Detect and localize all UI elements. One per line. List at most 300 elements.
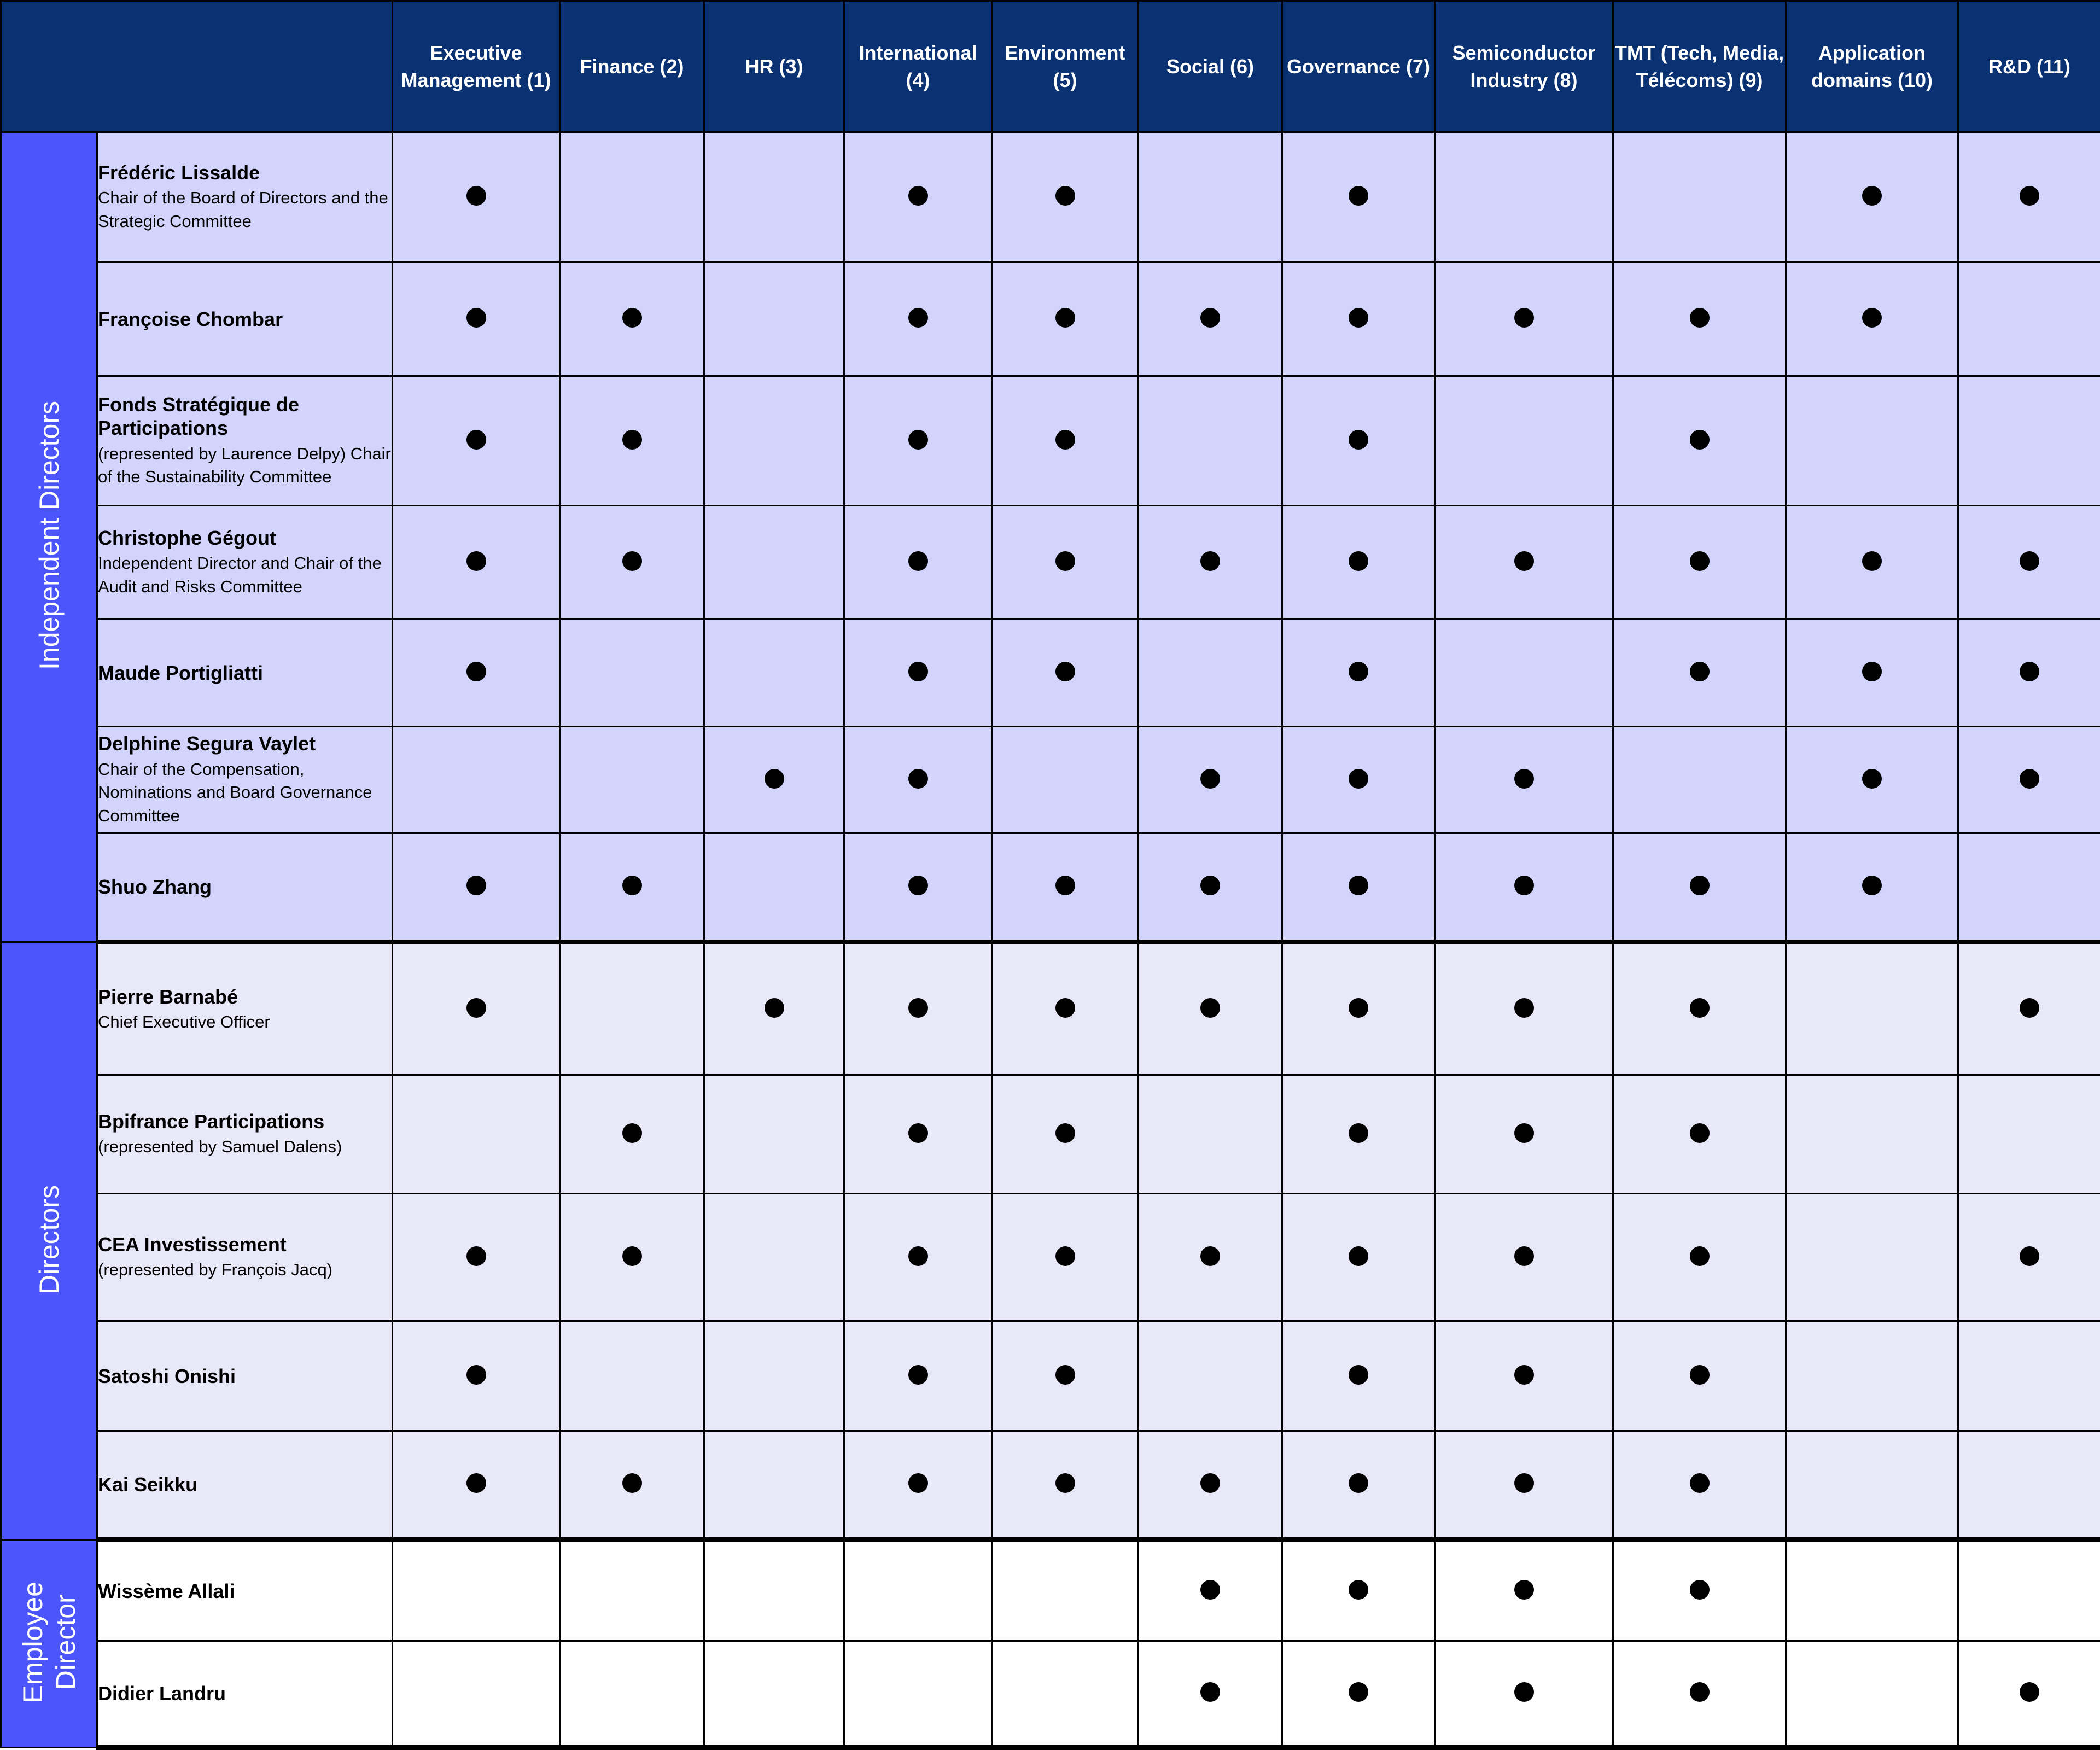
skill-cell — [1613, 376, 1786, 506]
skill-cell — [560, 1075, 704, 1194]
director-row — [1, 1075, 2100, 1194]
skill-cell — [1786, 1540, 1958, 1641]
skill-dot-icon — [765, 998, 784, 1018]
skill-dot-icon — [1200, 769, 1220, 789]
skill-dot-icon — [1349, 998, 1368, 1018]
skill-cell — [1958, 1641, 2100, 1747]
skill-cell — [1282, 1075, 1435, 1194]
skill-dot-icon — [1200, 876, 1220, 895]
skill-cell — [844, 1431, 992, 1540]
skill-cell — [560, 942, 704, 1075]
skill-cell — [992, 376, 1139, 506]
skill-cell — [1958, 262, 2100, 376]
skill-cell — [704, 1321, 844, 1431]
skill-dot-icon — [1200, 998, 1220, 1018]
director-description: Chair of the Compensation, Nominations and Board Governance Committee — [98, 759, 372, 826]
skill-dot-icon — [1200, 1246, 1220, 1266]
skill-cell — [844, 1540, 992, 1641]
skill-cell — [1786, 727, 1958, 833]
skill-dot-icon — [622, 1123, 642, 1143]
skill-cell — [560, 1194, 704, 1321]
column-header: Social (6) — [1139, 1, 1282, 132]
skill-cell — [1786, 1641, 1958, 1747]
skill-cell — [393, 727, 560, 833]
skill-dot-icon — [1514, 998, 1534, 1018]
column-header: R&D (11) — [1958, 1, 2100, 132]
director-description: (represented by Samuel Dalens) — [98, 1137, 342, 1157]
column-header: Environment (5) — [992, 1, 1139, 132]
director-row — [1, 132, 2100, 262]
column-header: Executive Management (1) — [393, 1, 560, 132]
skill-dot-icon — [1690, 308, 1710, 328]
skill-cell — [1139, 1194, 1282, 1321]
director-name: Shuo Zhang — [98, 875, 212, 898]
director-name: Kai Seikku — [98, 1473, 198, 1496]
skill-cell — [1282, 1540, 1435, 1641]
skill-cell — [992, 1194, 1139, 1321]
skill-cell — [1613, 1075, 1786, 1194]
director-description: (represented by Laurence Delpy) Chair of the Sustainability Committee — [98, 444, 391, 487]
skill-dot-icon — [466, 308, 486, 328]
skill-cell — [992, 942, 1139, 1075]
skill-dot-icon — [1055, 1246, 1075, 1266]
skill-cell — [844, 132, 992, 262]
skill-dot-icon — [1862, 876, 1882, 895]
director-row — [1, 1431, 2100, 1540]
group-label-text — [16, 1582, 82, 1703]
skill-dot-icon — [1055, 186, 1075, 206]
skill-dot-icon — [1514, 876, 1534, 895]
skill-cell — [1282, 376, 1435, 506]
skill-dot-icon — [1349, 186, 1368, 206]
director-name-cell — [97, 132, 393, 262]
skill-dot-icon — [1514, 1123, 1534, 1143]
skill-dot-icon — [908, 186, 928, 206]
skill-dot-icon — [1862, 769, 1882, 789]
skill-cell — [1786, 1321, 1958, 1431]
skill-dot-icon — [2020, 1246, 2039, 1266]
skill-cell — [560, 262, 704, 376]
skill-cell — [1786, 942, 1958, 1075]
skill-cell — [992, 1075, 1139, 1194]
skill-dot-icon — [1200, 1580, 1220, 1600]
skill-cell — [1435, 1540, 1613, 1641]
group-label-text — [33, 1185, 66, 1294]
skill-cell — [844, 506, 992, 619]
skill-dot-icon — [1200, 1473, 1220, 1493]
director-name: Satoshi Onishi — [98, 1364, 236, 1387]
director-name-cell — [97, 1075, 393, 1194]
skill-cell — [393, 1194, 560, 1321]
skill-cell — [1139, 132, 1282, 262]
skill-cell — [1282, 132, 1435, 262]
group-label-directors — [1, 942, 97, 1539]
skill-dot-icon — [1862, 551, 1882, 571]
skill-cell — [393, 262, 560, 376]
skill-cell — [393, 1321, 560, 1431]
skill-dot-icon — [1690, 1365, 1710, 1385]
skill-dot-icon — [622, 430, 642, 450]
skill-dot-icon — [908, 1473, 928, 1493]
director-name-cell — [97, 942, 393, 1075]
skill-dot-icon — [1514, 308, 1534, 328]
skill-cell — [1435, 506, 1613, 619]
skill-dot-icon — [1349, 308, 1368, 328]
skill-cell — [1958, 942, 2100, 1075]
skill-cell — [1435, 1641, 1613, 1747]
skill-cell — [1282, 506, 1435, 619]
skill-dot-icon — [466, 1365, 486, 1385]
header-corner — [1, 1, 393, 132]
skill-cell — [1139, 1641, 1282, 1747]
column-header: Semiconductor Industry (8) — [1435, 1, 1613, 132]
group-label-line: Director — [50, 1594, 81, 1690]
skill-cell — [844, 833, 992, 942]
skill-cell — [844, 262, 992, 376]
skill-cell — [1282, 727, 1435, 833]
director-name: CEA Investissement — [98, 1233, 287, 1256]
skill-cell — [704, 1641, 844, 1747]
skill-cell — [1786, 1075, 1958, 1194]
skill-cell — [704, 1075, 844, 1194]
skill-cell — [1613, 1321, 1786, 1431]
group-label-text — [33, 401, 66, 670]
skill-cell — [393, 1540, 560, 1641]
skill-cell — [1435, 1194, 1613, 1321]
director-description: Chief Executive Officer — [98, 1012, 270, 1031]
skill-cell — [1139, 1075, 1282, 1194]
group-label-employee — [1, 1540, 97, 1748]
skill-dot-icon — [908, 1246, 928, 1266]
skill-dot-icon — [1055, 1473, 1075, 1493]
skill-dot-icon — [466, 186, 486, 206]
skill-dot-icon — [622, 1473, 642, 1493]
skill-cell — [1613, 1540, 1786, 1641]
skill-cell — [1139, 833, 1282, 942]
skill-cell — [1786, 833, 1958, 942]
director-description: Chair of the Board of Directors and the Strategic Committee — [98, 188, 388, 231]
skill-dot-icon — [466, 662, 486, 681]
skill-dot-icon — [1514, 1365, 1534, 1385]
group-label-line: Independent Directors — [33, 401, 65, 670]
skill-dot-icon — [1055, 1123, 1075, 1143]
skill-dot-icon — [622, 551, 642, 571]
skill-cell — [844, 1321, 992, 1431]
director-name-cell — [97, 619, 393, 727]
director-row — [1, 1540, 2100, 1641]
director-name-cell — [97, 262, 393, 376]
director-description: Independent Director and Chair of the Audit and Risks Committee — [98, 553, 382, 596]
skill-cell — [1435, 619, 1613, 727]
skill-cell — [1958, 506, 2100, 619]
skill-cell — [560, 506, 704, 619]
skill-cell — [1282, 833, 1435, 942]
skill-cell — [1139, 262, 1282, 376]
skill-dot-icon — [466, 876, 486, 895]
skill-cell — [1958, 1540, 2100, 1641]
director-name: Pierre Barnabé — [98, 985, 238, 1008]
director-name: Christophe Gégout — [98, 526, 276, 549]
skill-dot-icon — [1200, 308, 1220, 328]
skill-cell — [1139, 1540, 1282, 1641]
skill-cell — [1613, 262, 1786, 376]
skill-dot-icon — [1690, 1682, 1710, 1702]
skill-cell — [393, 1431, 560, 1540]
skill-cell — [704, 727, 844, 833]
skill-cell — [844, 1075, 992, 1194]
skill-cell — [1786, 1194, 1958, 1321]
skill-cell — [1435, 727, 1613, 833]
skill-dot-icon — [1349, 1580, 1368, 1600]
director-name: Fonds Stratégique de Participations — [98, 393, 300, 440]
skill-cell — [1613, 506, 1786, 619]
skill-cell — [992, 727, 1139, 833]
director-name: Delphine Segura Vaylet — [98, 732, 316, 755]
skill-cell — [1613, 1194, 1786, 1321]
skill-dot-icon — [2020, 998, 2039, 1018]
skill-cell — [1139, 942, 1282, 1075]
matrix-body — [1, 132, 2100, 1748]
skill-dot-icon — [1349, 876, 1368, 895]
skill-dot-icon — [2020, 662, 2039, 681]
skill-dot-icon — [1690, 1246, 1710, 1266]
column-header: International (4) — [844, 1, 992, 132]
director-name-cell — [97, 833, 393, 942]
column-header: HR (3) — [704, 1, 844, 132]
director-name: Didier Landru — [98, 1682, 226, 1705]
skill-cell — [1435, 833, 1613, 942]
skill-cell — [1435, 262, 1613, 376]
skill-dot-icon — [908, 769, 928, 789]
skill-cell — [1786, 132, 1958, 262]
skill-cell — [1282, 1641, 1435, 1747]
director-name: Frédéric Lissalde — [98, 161, 260, 184]
director-name: Maude Portigliatti — [98, 661, 264, 684]
skill-cell — [704, 1431, 844, 1540]
director-description: (represented by François Jacq) — [98, 1260, 333, 1280]
skill-dot-icon — [908, 430, 928, 450]
skill-cell — [393, 619, 560, 727]
director-row — [1, 1321, 2100, 1431]
skill-cell — [1958, 1194, 2100, 1321]
director-row — [1, 942, 2100, 1075]
skill-cell — [704, 619, 844, 727]
skill-cell — [1282, 1321, 1435, 1431]
skill-cell — [1958, 1431, 2100, 1540]
skill-cell — [992, 1431, 1139, 1540]
skill-cell — [704, 1540, 844, 1641]
skill-dot-icon — [1514, 1473, 1534, 1493]
skill-cell — [393, 833, 560, 942]
skill-cell — [992, 262, 1139, 376]
skill-dot-icon — [1349, 1365, 1368, 1385]
director-name-cell — [97, 376, 393, 506]
skill-cell — [1958, 132, 2100, 262]
skill-cell — [393, 506, 560, 619]
director-name-cell — [97, 1321, 393, 1431]
skill-dot-icon — [1055, 430, 1075, 450]
skill-dot-icon — [765, 769, 784, 789]
skill-dot-icon — [1690, 430, 1710, 450]
skill-dot-icon — [1690, 1580, 1710, 1600]
director-row — [1, 376, 2100, 506]
skill-dot-icon — [466, 1246, 486, 1266]
skill-cell — [560, 1641, 704, 1747]
skill-cell — [393, 1075, 560, 1194]
skill-dot-icon — [1690, 1473, 1710, 1493]
director-row — [1, 727, 2100, 833]
skill-cell — [393, 1641, 560, 1747]
skill-cell — [1786, 619, 1958, 727]
skill-cell — [704, 1194, 844, 1321]
skill-dot-icon — [1349, 430, 1368, 450]
skill-cell — [704, 942, 844, 1075]
skill-cell — [393, 376, 560, 506]
skill-cell — [992, 833, 1139, 942]
group-label-independent — [1, 132, 97, 942]
skill-cell — [393, 942, 560, 1075]
director-name-cell — [97, 1641, 393, 1747]
skill-dot-icon — [466, 551, 486, 571]
skill-dot-icon — [908, 998, 928, 1018]
skill-cell — [560, 833, 704, 942]
skill-dot-icon — [1349, 551, 1368, 571]
skill-cell — [560, 1321, 704, 1431]
director-row — [1, 833, 2100, 942]
skill-dot-icon — [1055, 998, 1075, 1018]
director-name: Wissème Allali — [98, 1579, 235, 1602]
skill-dot-icon — [908, 662, 928, 681]
skill-cell — [560, 1540, 704, 1641]
skill-cell — [1786, 506, 1958, 619]
skill-cell — [844, 619, 992, 727]
skill-cell — [1435, 942, 1613, 1075]
skill-cell — [1613, 727, 1786, 833]
skill-cell — [992, 1540, 1139, 1641]
skill-cell — [1435, 1431, 1613, 1540]
skill-cell — [1282, 1431, 1435, 1540]
header-row — [1, 1, 2100, 132]
skill-cell — [992, 132, 1139, 262]
skill-dot-icon — [466, 998, 486, 1018]
skill-dot-icon — [2020, 769, 2039, 789]
skill-dot-icon — [1055, 308, 1075, 328]
director-row — [1, 262, 2100, 376]
skill-dot-icon — [622, 876, 642, 895]
skill-dot-icon — [908, 308, 928, 328]
group-label-line: Directors — [33, 1185, 65, 1294]
skill-cell — [1958, 833, 2100, 942]
skill-cell — [560, 376, 704, 506]
skill-cell — [1435, 376, 1613, 506]
skill-cell — [1613, 1641, 1786, 1747]
skill-dot-icon — [1200, 1682, 1220, 1702]
skill-cell — [1958, 1321, 2100, 1431]
skill-cell — [992, 619, 1139, 727]
skill-dot-icon — [1055, 876, 1075, 895]
skill-cell — [1282, 619, 1435, 727]
skill-cell — [1282, 1194, 1435, 1321]
column-header: TMT (Tech, Media, Télécoms) (9) — [1613, 1, 1786, 132]
skill-cell — [560, 727, 704, 833]
skill-dot-icon — [1514, 1682, 1534, 1702]
skill-dot-icon — [622, 308, 642, 328]
skill-cell — [1435, 132, 1613, 262]
skill-dot-icon — [466, 430, 486, 450]
skill-cell — [1282, 262, 1435, 376]
skill-cell — [844, 727, 992, 833]
skill-cell — [1435, 1321, 1613, 1431]
skill-cell — [1958, 376, 2100, 506]
skill-cell — [1282, 942, 1435, 1075]
skill-cell — [1786, 262, 1958, 376]
skill-cell — [1958, 727, 2100, 833]
skill-dot-icon — [1690, 662, 1710, 681]
skill-dot-icon — [1200, 551, 1220, 571]
skill-cell — [1958, 619, 2100, 727]
group-label-line: Employee — [17, 1581, 48, 1704]
skill-dot-icon — [908, 551, 928, 571]
skill-dot-icon — [2020, 1682, 2039, 1702]
director-name-cell — [97, 506, 393, 619]
skill-dot-icon — [1349, 662, 1368, 681]
director-row — [1, 1194, 2100, 1321]
skill-cell — [1958, 1075, 2100, 1194]
director-name-cell — [97, 1540, 393, 1641]
skill-cell — [704, 833, 844, 942]
skill-dot-icon — [1514, 1580, 1534, 1600]
skill-dot-icon — [908, 1365, 928, 1385]
skill-dot-icon — [1055, 551, 1075, 571]
skill-dot-icon — [2020, 551, 2039, 571]
skill-cell — [704, 506, 844, 619]
skill-dot-icon — [1055, 662, 1075, 681]
skill-dot-icon — [1349, 769, 1368, 789]
skill-dot-icon — [1690, 998, 1710, 1018]
director-row — [1, 506, 2100, 619]
skill-cell — [1613, 619, 1786, 727]
director-name-cell — [97, 1431, 393, 1540]
skill-dot-icon — [908, 876, 928, 895]
director-row — [1, 1641, 2100, 1747]
skill-dot-icon — [1514, 769, 1534, 789]
skill-cell — [992, 506, 1139, 619]
skill-cell — [1139, 1431, 1282, 1540]
skill-dot-icon — [1690, 1123, 1710, 1143]
skill-dot-icon — [622, 1246, 642, 1266]
skill-dot-icon — [2020, 186, 2039, 206]
skill-cell — [1613, 132, 1786, 262]
skill-cell — [704, 132, 844, 262]
director-name: Françoise Chombar — [98, 307, 283, 330]
column-header: Finance (2) — [560, 1, 704, 132]
skill-cell — [844, 376, 992, 506]
skill-dot-icon — [1349, 1473, 1368, 1493]
skill-cell — [1139, 619, 1282, 727]
skill-cell — [1786, 376, 1958, 506]
skill-cell — [560, 619, 704, 727]
skill-cell — [1139, 376, 1282, 506]
skill-dot-icon — [1862, 662, 1882, 681]
skill-cell — [1139, 506, 1282, 619]
skill-cell — [1139, 727, 1282, 833]
skill-dot-icon — [1349, 1682, 1368, 1702]
skill-cell — [844, 1194, 992, 1321]
skill-cell — [560, 1431, 704, 1540]
skill-cell — [1139, 1321, 1282, 1431]
director-name: Bpifrance Participations — [98, 1110, 325, 1133]
skill-cell — [704, 262, 844, 376]
